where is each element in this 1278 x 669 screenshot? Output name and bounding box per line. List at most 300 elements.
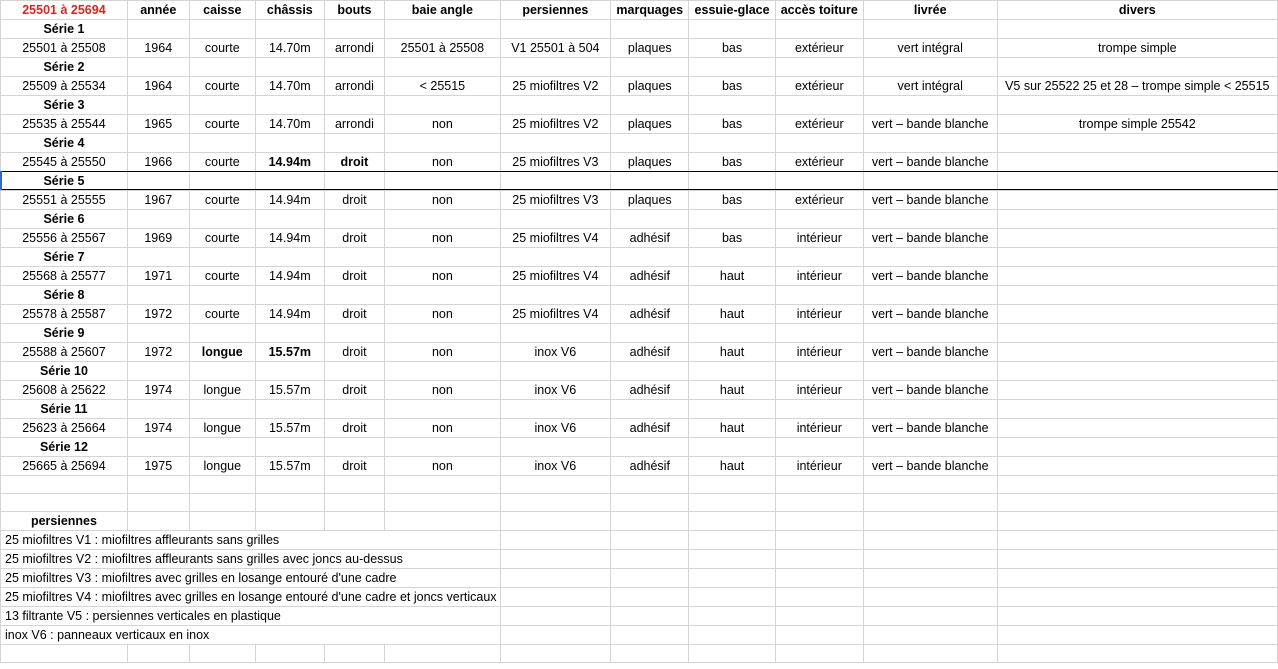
cell[interactable] [775,58,863,77]
cell[interactable] [500,362,611,381]
data-cell[interactable]: courte [189,77,255,96]
data-cell[interactable]: non [385,153,500,172]
cell[interactable] [689,550,775,569]
cell[interactable] [775,134,863,153]
cell[interactable] [324,20,385,39]
legend-line[interactable]: 25 miofiltres V2 : miofiltres affleurants sans grilles avec joncs au-dessus [1,550,501,569]
data-cell[interactable]: longue [189,457,255,476]
cell[interactable] [611,248,689,267]
cell[interactable] [255,58,324,77]
data-cell[interactable]: 1971 [127,267,189,286]
data-cell[interactable]: vert – bande blanche [863,115,997,134]
cell[interactable] [385,96,500,115]
cell[interactable] [863,531,997,550]
data-cell[interactable]: 1964 [127,39,189,58]
legend-line[interactable]: 25 miofiltres V4 : miofiltres avec grilles en losange entouré d'une cadre et joncs verticaux [1,588,501,607]
legend-line[interactable]: inox V6 : panneaux verticaux en inox [1,626,501,645]
cell[interactable] [863,607,997,626]
cell[interactable] [324,134,385,153]
cell[interactable] [255,438,324,457]
data-cell[interactable]: trompe simple 25542 [997,115,1277,134]
data-cell[interactable]: 14.94m [255,305,324,324]
data-cell[interactable]: extérieur [775,39,863,58]
cell[interactable] [324,96,385,115]
data-cell[interactable]: non [385,381,500,400]
data-cell[interactable] [997,267,1277,286]
data-cell[interactable]: plaques [611,77,689,96]
data-cell[interactable]: extérieur [775,153,863,172]
cell[interactable] [324,645,385,663]
data-cell[interactable]: haut [689,267,775,286]
data-cell[interactable]: 15.57m [255,343,324,362]
data-cell[interactable]: 14.70m [255,115,324,134]
cell[interactable] [997,58,1277,77]
series-label[interactable]: Série 9 [1,324,128,343]
cell[interactable] [127,248,189,267]
data-cell[interactable]: adhésif [611,381,689,400]
data-cell[interactable]: non [385,457,500,476]
cell[interactable] [324,286,385,305]
header-cell[interactable]: accès toiture [775,1,863,20]
data-cell[interactable]: longue [189,343,255,362]
header-cell[interactable]: persiennes [500,1,611,20]
data-cell[interactable]: extérieur [775,191,863,210]
data-cell[interactable]: non [385,229,500,248]
data-cell[interactable] [997,457,1277,476]
data-cell[interactable]: 1972 [127,343,189,362]
cell[interactable] [500,400,611,419]
data-cell[interactable]: 15.57m [255,381,324,400]
data-cell[interactable]: 25623 à 25664 [1,419,128,438]
data-cell[interactable]: intérieur [775,419,863,438]
cell[interactable] [500,569,611,588]
cell[interactable] [611,20,689,39]
cell[interactable] [189,400,255,419]
data-cell[interactable]: adhésif [611,305,689,324]
data-cell[interactable]: droit [324,381,385,400]
cell[interactable] [255,476,324,494]
cell[interactable] [500,324,611,343]
cell[interactable] [500,645,611,663]
cell[interactable] [997,248,1277,267]
data-cell[interactable]: non [385,419,500,438]
cell[interactable] [255,324,324,343]
data-cell[interactable]: plaques [611,39,689,58]
cell[interactable] [863,494,997,512]
data-cell[interactable]: 25551 à 25555 [1,191,128,210]
cell[interactable] [127,20,189,39]
cell[interactable] [500,58,611,77]
cell[interactable] [127,210,189,229]
cell[interactable] [997,134,1277,153]
cell[interactable] [997,438,1277,457]
data-cell[interactable]: vert intégral [863,39,997,58]
cell[interactable] [689,400,775,419]
cell[interactable] [689,362,775,381]
data-cell[interactable]: droit [324,267,385,286]
cell[interactable] [997,645,1277,663]
cell[interactable] [689,210,775,229]
data-cell[interactable] [997,343,1277,362]
cell[interactable] [385,210,500,229]
data-cell[interactable]: droit [324,343,385,362]
data-cell[interactable]: intérieur [775,343,863,362]
cell[interactable] [611,531,689,550]
data-cell[interactable]: 25608 à 25622 [1,381,128,400]
data-cell[interactable]: plaques [611,153,689,172]
cell[interactable] [775,172,863,191]
cell[interactable] [127,286,189,305]
cell[interactable] [189,210,255,229]
cell[interactable] [127,645,189,663]
data-cell[interactable]: vert – bande blanche [863,191,997,210]
cell[interactable] [775,286,863,305]
cell[interactable] [255,512,324,531]
cell[interactable] [500,134,611,153]
header-cell[interactable]: caisse [189,1,255,20]
cell[interactable] [611,494,689,512]
cell[interactable] [997,286,1277,305]
series-label[interactable]: Série 8 [1,286,128,305]
header-cell[interactable]: bouts [324,1,385,20]
data-cell[interactable]: 1965 [127,115,189,134]
cell[interactable] [189,172,255,191]
cell[interactable] [500,476,611,494]
data-cell[interactable]: non [385,267,500,286]
cell[interactable] [689,20,775,39]
header-cell[interactable]: divers [997,1,1277,20]
cell[interactable] [500,550,611,569]
series-label[interactable]: Série 5 [1,172,128,191]
cell[interactable] [385,438,500,457]
cell[interactable] [324,494,385,512]
cell[interactable] [863,550,997,569]
data-cell[interactable]: vert – bande blanche [863,457,997,476]
cell[interactable] [500,512,611,531]
cell[interactable] [189,286,255,305]
data-cell[interactable]: vert – bande blanche [863,153,997,172]
series-label[interactable]: Série 3 [1,96,128,115]
data-cell[interactable]: 15.57m [255,457,324,476]
cell[interactable] [689,476,775,494]
cell[interactable] [611,569,689,588]
data-cell[interactable]: plaques [611,115,689,134]
cell[interactable] [775,494,863,512]
data-cell[interactable]: vert – bande blanche [863,419,997,438]
data-cell[interactable]: courte [189,267,255,286]
cell[interactable] [689,438,775,457]
cell[interactable] [255,645,324,663]
cell[interactable] [255,210,324,229]
series-label[interactable]: Série 7 [1,248,128,267]
cell[interactable] [385,134,500,153]
cell[interactable] [689,96,775,115]
cell[interactable] [255,248,324,267]
data-cell[interactable]: 14.94m [255,267,324,286]
data-cell[interactable]: non [385,115,500,134]
data-cell[interactable]: 25 miofiltres V3 [500,191,611,210]
cell[interactable] [689,286,775,305]
series-label[interactable]: Série 1 [1,20,128,39]
cell[interactable] [385,324,500,343]
cell[interactable] [863,400,997,419]
cell[interactable] [324,172,385,191]
cell[interactable] [997,400,1277,419]
data-cell[interactable]: 25578 à 25587 [1,305,128,324]
data-cell[interactable]: courte [189,115,255,134]
legend-title[interactable]: persiennes [1,512,128,531]
data-cell[interactable]: adhésif [611,343,689,362]
cell[interactable] [255,172,324,191]
cell[interactable] [775,210,863,229]
data-cell[interactable]: V1 25501 à 504 [500,39,611,58]
data-cell[interactable]: intérieur [775,381,863,400]
cell[interactable] [611,645,689,663]
cell[interactable] [689,248,775,267]
series-label[interactable]: Série 4 [1,134,128,153]
cell[interactable] [127,438,189,457]
cell[interactable] [689,626,775,645]
cell[interactable] [500,286,611,305]
data-cell[interactable]: 1966 [127,153,189,172]
data-cell[interactable]: adhésif [611,229,689,248]
data-cell[interactable]: non [385,191,500,210]
data-cell[interactable]: extérieur [775,115,863,134]
data-cell[interactable]: 25501 à 25508 [1,39,128,58]
data-cell[interactable]: vert intégral [863,77,997,96]
cell[interactable] [863,20,997,39]
cell[interactable] [689,134,775,153]
data-cell[interactable]: 15.57m [255,419,324,438]
data-cell[interactable]: haut [689,343,775,362]
data-cell[interactable]: 25 miofiltres V4 [500,305,611,324]
cell[interactable] [997,494,1277,512]
cell[interactable] [324,362,385,381]
data-cell[interactable]: adhésif [611,419,689,438]
data-cell[interactable]: intérieur [775,305,863,324]
cell[interactable] [997,569,1277,588]
data-cell[interactable]: 25 miofiltres V4 [500,267,611,286]
data-cell[interactable]: adhésif [611,267,689,286]
cell[interactable] [127,96,189,115]
data-cell[interactable]: 25501 à 25508 [385,39,500,58]
data-cell[interactable]: inox V6 [500,381,611,400]
cell[interactable] [1,476,128,494]
cell[interactable] [689,588,775,607]
data-cell[interactable]: bas [689,77,775,96]
cell[interactable] [611,172,689,191]
cell[interactable] [863,588,997,607]
series-label[interactable]: Série 12 [1,438,128,457]
cell[interactable] [500,20,611,39]
cell[interactable] [189,20,255,39]
cell[interactable] [324,476,385,494]
cell[interactable] [997,607,1277,626]
cell[interactable] [500,172,611,191]
data-cell[interactable]: arrondi [324,77,385,96]
data-cell[interactable]: 14.70m [255,39,324,58]
cell[interactable] [997,324,1277,343]
legend-line[interactable]: 13 filtrante V5 : persiennes verticales en plastique [1,607,501,626]
data-cell[interactable]: < 25515 [385,77,500,96]
data-cell[interactable]: longue [189,381,255,400]
series-label[interactable]: Série 2 [1,58,128,77]
data-cell[interactable]: 14.94m [255,191,324,210]
cell[interactable] [324,400,385,419]
cell[interactable] [611,607,689,626]
cell[interactable] [127,324,189,343]
cell[interactable] [255,134,324,153]
cell[interactable] [189,438,255,457]
cell[interactable] [385,172,500,191]
cell[interactable] [611,400,689,419]
cell[interactable] [500,626,611,645]
cell[interactable] [324,512,385,531]
cell[interactable] [324,210,385,229]
cell[interactable] [611,210,689,229]
cell[interactable] [385,20,500,39]
cell[interactable] [611,626,689,645]
cell[interactable] [689,531,775,550]
data-cell[interactable]: non [385,305,500,324]
cell[interactable] [997,626,1277,645]
data-cell[interactable]: droit [324,457,385,476]
cell[interactable] [863,512,997,531]
data-cell[interactable]: 25665 à 25694 [1,457,128,476]
data-cell[interactable]: longue [189,419,255,438]
data-cell[interactable]: plaques [611,191,689,210]
cell[interactable] [500,494,611,512]
cell[interactable] [255,96,324,115]
cell[interactable] [775,645,863,663]
cell[interactable] [775,438,863,457]
data-cell[interactable]: droit [324,229,385,248]
data-cell[interactable]: 1969 [127,229,189,248]
header-cell[interactable]: essuie-glace [689,1,775,20]
cell[interactable] [324,324,385,343]
data-cell[interactable]: 25568 à 25577 [1,267,128,286]
data-cell[interactable]: 25588 à 25607 [1,343,128,362]
data-cell[interactable]: vert – bande blanche [863,229,997,248]
data-cell[interactable]: courte [189,39,255,58]
cell[interactable] [1,645,128,663]
cell[interactable] [189,96,255,115]
legend-line[interactable]: 25 miofiltres V1 : miofiltres affleurants sans grilles [1,531,501,550]
cell[interactable] [775,400,863,419]
legend-line[interactable]: 25 miofiltres V3 : miofiltres avec grilles en losange entouré d'une cadre [1,569,501,588]
cell[interactable] [775,626,863,645]
cell[interactable] [611,324,689,343]
cell[interactable] [611,476,689,494]
data-cell[interactable]: courte [189,153,255,172]
data-cell[interactable]: 14.70m [255,77,324,96]
data-cell[interactable]: inox V6 [500,343,611,362]
data-cell[interactable]: droit [324,419,385,438]
cell[interactable] [189,476,255,494]
cell[interactable] [127,134,189,153]
cell[interactable] [997,210,1277,229]
cell[interactable] [997,20,1277,39]
cell[interactable] [189,512,255,531]
cell[interactable] [863,96,997,115]
cell[interactable] [775,476,863,494]
cell[interactable] [500,96,611,115]
data-cell[interactable]: vert – bande blanche [863,343,997,362]
data-cell[interactable]: courte [189,305,255,324]
cell[interactable] [689,645,775,663]
cell[interactable] [611,96,689,115]
data-cell[interactable]: 14.94m [255,229,324,248]
data-cell[interactable]: bas [689,153,775,172]
cell[interactable] [255,286,324,305]
cell[interactable] [997,362,1277,381]
cell[interactable] [255,400,324,419]
data-cell[interactable]: 1972 [127,305,189,324]
cell[interactable] [324,438,385,457]
cell[interactable] [997,512,1277,531]
series-label[interactable]: Série 6 [1,210,128,229]
data-cell[interactable]: courte [189,229,255,248]
data-cell[interactable]: 25509 à 25534 [1,77,128,96]
data-cell[interactable]: vert – bande blanche [863,305,997,324]
cell[interactable] [500,248,611,267]
cell[interactable] [189,362,255,381]
header-cell[interactable]: année [127,1,189,20]
data-cell[interactable]: vert – bande blanche [863,267,997,286]
header-cell[interactable]: livrée [863,1,997,20]
data-cell[interactable]: trompe simple [997,39,1277,58]
cell[interactable] [189,134,255,153]
cell[interactable] [863,476,997,494]
cell[interactable] [775,512,863,531]
header-cell[interactable]: marquages [611,1,689,20]
data-cell[interactable]: arrondi [324,115,385,134]
cell[interactable] [127,476,189,494]
cell[interactable] [500,210,611,229]
data-cell[interactable]: courte [189,191,255,210]
data-cell[interactable]: intérieur [775,457,863,476]
series-label[interactable]: Série 11 [1,400,128,419]
cell[interactable] [997,588,1277,607]
header-cell[interactable]: 25501 à 25694 [1,1,128,20]
data-cell[interactable] [997,419,1277,438]
data-cell[interactable]: V5 sur 25522 25 et 28 – trompe simple < 25515 [997,77,1277,96]
cell[interactable] [127,512,189,531]
cell[interactable] [689,569,775,588]
cell[interactable] [189,324,255,343]
cell[interactable] [385,400,500,419]
data-cell[interactable]: bas [689,191,775,210]
data-cell[interactable]: bas [689,115,775,134]
cell[interactable] [611,512,689,531]
cell[interactable] [611,134,689,153]
cell[interactable] [127,362,189,381]
cell[interactable] [775,569,863,588]
cell[interactable] [611,362,689,381]
cell[interactable] [997,550,1277,569]
cell[interactable] [863,362,997,381]
cell[interactable] [611,588,689,607]
data-cell[interactable]: bas [689,39,775,58]
cell[interactable] [127,58,189,77]
cell[interactable] [324,248,385,267]
cell[interactable] [775,607,863,626]
cell[interactable] [689,58,775,77]
cell[interactable] [863,248,997,267]
data-cell[interactable]: non [385,343,500,362]
data-cell[interactable]: 25556 à 25567 [1,229,128,248]
data-cell[interactable]: haut [689,419,775,438]
